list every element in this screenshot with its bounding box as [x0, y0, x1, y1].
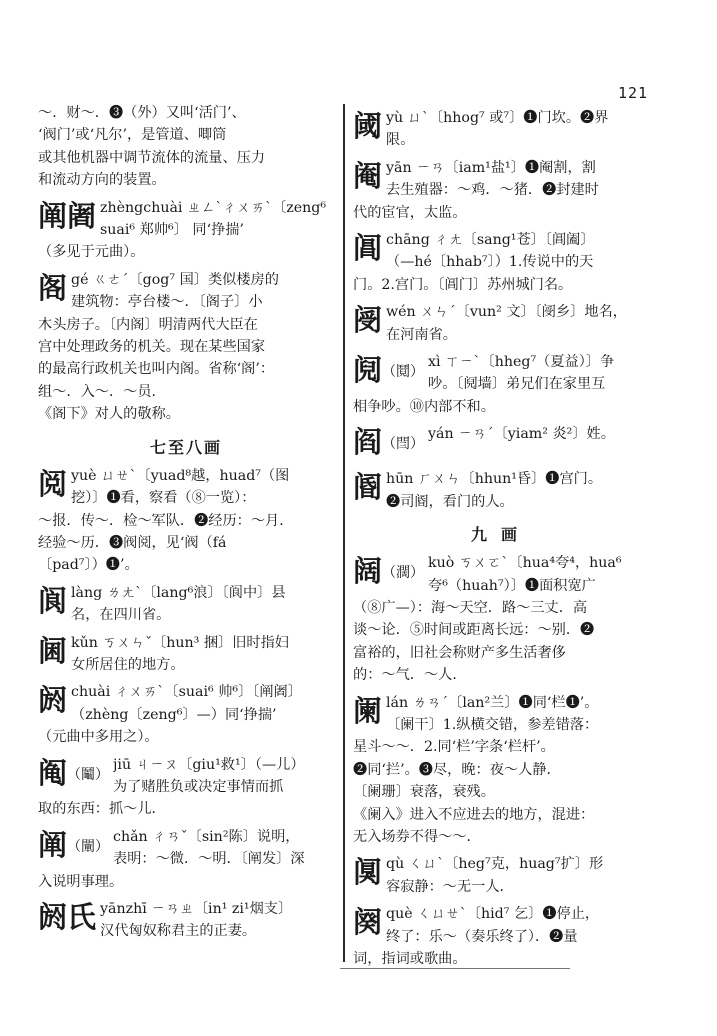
definition-line: jiū ㄐㄧㄡ〔giu¹救¹〕（—儿） [113, 756, 305, 773]
definition-line: （多见于元曲）。 [38, 244, 145, 261]
definition-line: yán ㄧㄢˊ〔yiam² 炎²〕姓。 [428, 426, 615, 443]
definition-line: ～报．传～．检～军队．❷经历：～月． [38, 512, 294, 529]
entry-first-lines [100, 898, 334, 943]
dictionary-entry [38, 898, 334, 943]
entry-first-lines [71, 582, 334, 627]
definition-line: lán ㄌㄢˊ〔lan²兰〕❶同‘栏❶’。 [386, 694, 599, 711]
entry-head-row [38, 632, 334, 677]
dictionary-entry [353, 903, 649, 970]
definition-line: 容寂静：～无一人． [386, 878, 514, 895]
stroke-count-heading: 九画 [470, 525, 531, 545]
definition-line: 《阁下》对人的敬称。 [38, 406, 180, 423]
dictionary-entry [353, 351, 649, 418]
dictionary-entry [38, 754, 334, 821]
entry-head-row [353, 351, 649, 396]
definition-line: yān ㄧㄢ〔iam¹盐¹〕❶阉割，割 [386, 159, 596, 176]
headword-char [353, 552, 424, 592]
definition-line: qù ㄑㄩˋ〔heg⁷克，huag⁷扩〕形 [386, 856, 604, 873]
definition-line: （元曲中多用之）。 [38, 729, 159, 746]
dictionary-entry [353, 468, 649, 513]
entry-head-row [38, 465, 334, 510]
headword-char [38, 826, 109, 866]
entry-first-lines [428, 351, 649, 396]
definition-line: （⑧广—）：海～天空．路～三丈．高 [353, 599, 588, 616]
entry-first-lines [428, 552, 649, 597]
headword-char [353, 903, 382, 941]
headword: 阌 [353, 303, 383, 338]
headword: 阎 [353, 425, 383, 460]
entry-first-lines [71, 269, 334, 314]
page-number: 121 [618, 84, 649, 102]
headword-char [353, 423, 424, 463]
entry-first-lines [386, 853, 649, 898]
definition-line: 富裕的，旧社会称财产多生活奢侈 [353, 644, 566, 661]
entry-first-lines [386, 468, 649, 513]
definition-line: 吵。〔阋墙〕弟兄们在家里互 [428, 376, 606, 393]
entry-head-row [353, 423, 649, 463]
definition-line: 门。2.宫门。〔阊门〕苏州城门名。 [353, 276, 573, 293]
headword: 阁 [38, 270, 68, 305]
entry-head-row [353, 552, 649, 597]
entry-head-row [353, 157, 649, 202]
entry-head-row [353, 853, 649, 898]
definition-line: ❷同‘拦’。❸尽，晚：夜～人静． [353, 761, 561, 778]
variant-form: （閆） [382, 436, 425, 453]
entry-first-lines [386, 692, 649, 737]
headword-char [353, 351, 424, 391]
entry-first-lines [71, 681, 334, 726]
definition-line: làng ㄌㄤˋ〔lang⁶浪〕〔阆中〕县 [71, 584, 286, 601]
dictionary-entry [353, 157, 649, 224]
definition-line: què ㄑㄩㄝˋ〔hid⁷ 乞〕❶停止， [386, 906, 600, 923]
dictionary-entry [38, 632, 334, 677]
definition-line: 建筑物：亭台楼～．〔阁子〕小 [71, 294, 263, 311]
definition-line: 名，在四川省。 [71, 607, 171, 624]
entry-head-row [38, 898, 334, 943]
headword-char [38, 269, 67, 307]
dictionary-entry [38, 269, 334, 426]
dictionary-entry [353, 107, 649, 152]
headword-char [38, 582, 67, 620]
definition-line: 《阑入》进入不应进去的地方，混进： [353, 806, 595, 823]
headword: 阅 [38, 466, 68, 501]
entry-head-row [353, 468, 649, 513]
definition-line: 限。 [386, 132, 415, 149]
bottom-rule [340, 968, 570, 969]
definition-line: 星斗～～．2.同‘栏’字条‘栏杆’。 [353, 739, 555, 756]
definition-line: chǎn ㄔㄢˇ〔sin²陈〕说明， [113, 828, 300, 845]
headword: 阏 [38, 683, 68, 718]
entry-first-lines [386, 107, 649, 152]
continuation-text [38, 102, 334, 192]
variant-form: （濶） [382, 565, 425, 582]
dictionary-entry [38, 197, 334, 264]
dictionary-entry [38, 465, 334, 577]
dictionary-entry [353, 692, 649, 849]
text-line: 和流动方向的装置。 [38, 172, 166, 189]
definition-line: 的最高行政机关也叫内阁。省称‘阁’： [38, 361, 275, 378]
definition-line: 组～．入～．～员． [38, 383, 166, 400]
definition-line: yuè ㄩㄝˋ〔yuad⁸越，huad⁷（图 [71, 467, 290, 484]
definition-line: （—hé〔hhab⁷〕）1.传说中的天 [386, 254, 594, 271]
definition-line: 为了赌胜负或决定事情而抓 [113, 778, 284, 795]
definition-line: gé ㄍㄜˊ〔gog⁷ 国〕类似楼房的 [71, 271, 279, 288]
headword: 阐阇 [38, 198, 97, 233]
headword: 阃 [38, 633, 68, 668]
entry-first-lines [428, 423, 649, 445]
definition-line: （zhèng〔zeng⁶〕—）同‘挣揣’ [71, 706, 277, 723]
headword: 阕 [353, 905, 383, 940]
headword: 阉 [353, 158, 383, 193]
definition-line: zhèngchuài ㄓㄥˋㄔㄨㄞˋ〔zeng⁶ [100, 199, 327, 216]
definition-line: 词，指词或歌曲。 [353, 951, 467, 967]
dictionary-entry [353, 552, 649, 686]
headword-char [38, 681, 67, 719]
entry-first-lines [100, 197, 334, 242]
headword: 阈 [353, 109, 383, 143]
column-divider [343, 104, 345, 962]
headword-char [353, 853, 382, 891]
entry-head-row [38, 582, 334, 627]
dictionary-entry [38, 826, 334, 893]
headword: 阊 [353, 231, 383, 266]
entry-head-row [353, 301, 649, 346]
headword-char [38, 754, 109, 794]
definition-line: 夸⁶（huah⁷）〕❶面积宽广 [428, 577, 596, 594]
headword: 阔 [353, 554, 383, 589]
headword-char [353, 107, 382, 145]
headword: 阐 [38, 827, 68, 862]
headword: 阒 [353, 855, 383, 890]
entry-first-lines [71, 465, 334, 510]
entry-first-lines [386, 229, 649, 274]
headword: 阏氏 [38, 900, 97, 934]
definition-line: 取的东西：抓～儿． [38, 801, 166, 818]
entry-head-row [353, 229, 649, 274]
definition-line: 去生殖器：～鸡．～猪．❷封建时 [386, 182, 599, 199]
variant-form: （鬮） [67, 766, 110, 783]
entry-first-lines [386, 157, 649, 202]
definition-line: 女所居住的地方。 [71, 656, 185, 673]
definition-line: 〔阑珊〕衰落，衰残。 [353, 784, 495, 801]
definition-line: kǔn ㄎㄨㄣˇ〔hun³ 捆〕旧时指妇 [71, 634, 289, 651]
entry-head-row [353, 107, 649, 152]
definition-line: yù ㄩˋ〔hhog⁷ 或⁷〕❶门坎。❷界 [386, 110, 609, 126]
variant-form: （鬩） [382, 364, 425, 381]
headword-char [353, 468, 382, 506]
definition-line: xì ㄒㄧˋ〔hheg⁷（夏益）〕争 [428, 354, 615, 371]
entry-first-lines [71, 632, 334, 677]
entry-head-row [38, 826, 334, 871]
headword-char [353, 157, 382, 195]
dictionary-entry [353, 853, 649, 898]
definition-line: 终了：乐～（奏乐终了）．❷量 [386, 928, 578, 945]
dictionary-entry [38, 582, 334, 627]
left-column [38, 102, 334, 943]
entry-first-lines [386, 903, 649, 948]
dictionary-entry [38, 681, 334, 748]
definition-line: chuài ㄔㄨㄞˋ〔suai⁶ 帅⁶〕〔阐阇〕 [71, 684, 302, 701]
definition-line: 汉代匈奴称君主的正妻。 [100, 923, 257, 940]
headword: 阑 [353, 693, 383, 728]
headword-char [353, 229, 382, 267]
definition-line: wén ㄨㄣˊ〔vun² 文〕〔阌乡〕地名， [386, 304, 627, 321]
entry-first-lines [386, 301, 649, 346]
headword-char [38, 197, 96, 235]
definition-line: 相争吵。⑩内部不和。 [353, 398, 495, 415]
text-line: 或其他机器中调节流体的流量、压力 [38, 149, 266, 166]
definition-line: 谈～论．⑤时间或距离长远：～别．❷ [353, 622, 595, 639]
headword-char [353, 301, 382, 339]
text-line: ‘阀门’或‘凡尔’，是管道、唧筒 [38, 127, 227, 144]
definition-line: 入说明事理。 [38, 873, 124, 890]
entry-first-lines [113, 754, 334, 799]
definition-line: 经验～历．❸阀阅，见‘阀（fá [38, 534, 227, 551]
definition-line: yānzhī ㄧㄢㄓ〔in¹ zi¹烟支〕 [100, 901, 293, 917]
entry-first-lines [113, 826, 334, 871]
dictionary-entry [353, 229, 649, 296]
entry-head-row [353, 692, 649, 737]
headword-char [353, 692, 382, 730]
definition-line: 代的宦官，太监。 [353, 204, 467, 221]
headword-char [38, 465, 67, 503]
definition-line: 无入场券不得～～． [353, 828, 481, 845]
entry-head-row [38, 269, 334, 314]
entry-head-row [353, 903, 649, 948]
definition-line: 挖）〕❶看，察看（⑧一览）： [71, 490, 256, 507]
definition-line: 的：～气．～人． [353, 667, 467, 684]
definition-line: 〔阑干〕1.纵横交错，参差错落： [386, 716, 599, 733]
variant-form: （闡） [67, 838, 110, 855]
headword-char [38, 898, 96, 936]
headword: 阄 [38, 755, 68, 790]
headword: 阋 [353, 353, 383, 388]
definition-line: 在河南省。 [386, 326, 457, 343]
headword: 阍 [353, 470, 383, 505]
stroke-count-heading: 七至八画 [149, 437, 222, 457]
definition-line: hūn ㄏㄨㄣ〔hhun¹昏〕❶宫门。 [386, 471, 603, 488]
headword: 阆 [38, 583, 68, 618]
definition-line: 表明：～微．～明．〔阐发〕深 [113, 851, 305, 868]
entry-head-row [38, 681, 334, 726]
text-line: ～．财～．❸（外）又叫‘活门’、 [38, 105, 246, 121]
definition-line: 木头房子。〔内阁〕明清两代大臣在 [38, 316, 258, 333]
dictionary-entry [353, 301, 649, 346]
entry-head-row [38, 754, 334, 799]
definition-line: suai⁶ 郑帅⁶〕 同‘挣揣’ [100, 222, 244, 239]
definition-line: 宫中处理政务的机关。现在某些国家 [38, 339, 266, 356]
definition-line: ❷司阍，看门的人。 [386, 493, 514, 510]
dictionary-entry [353, 423, 649, 463]
headword-char [38, 632, 67, 670]
definition-line: kuò ㄎㄨㄛˋ〔hua⁴夸⁴，hua⁶ [428, 555, 622, 572]
right-column [353, 102, 649, 970]
definition-line: 〔pad⁷〕）❶’。 [38, 557, 139, 574]
entry-head-row [38, 197, 334, 242]
definition-line: chāng ㄔㄤ〔sang¹苍〕〔阊阖〕 [386, 232, 595, 249]
